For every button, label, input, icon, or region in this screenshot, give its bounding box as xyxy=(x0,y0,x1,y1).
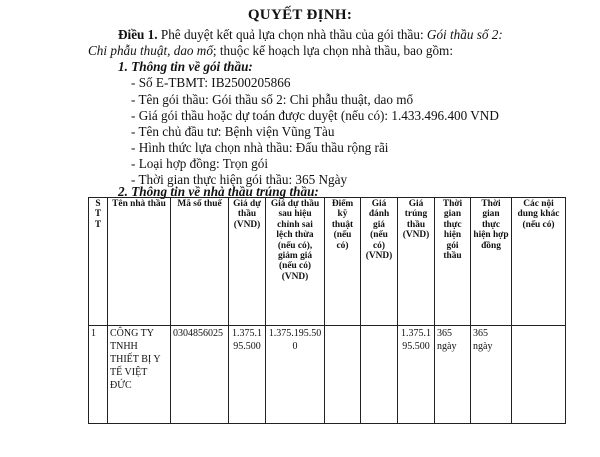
header-other-content: Các nội dung khác (nếu có) xyxy=(512,198,566,326)
header-evaluated-price: Giá đánh giá (nếu có) (VND) xyxy=(361,198,398,326)
header-stt: S T T xyxy=(89,198,108,326)
section-2-heading: 2. Thông tin về nhà thầu trúng thầu: xyxy=(118,184,319,199)
cell-winning-price: 1.375.195.500 xyxy=(398,326,435,424)
header-adjusted-price: Giá dự thầu sau hiệu chỉnh sai lệch thừa (nếu có), giảm giá (nếu có) (VND) xyxy=(266,198,325,326)
package-info-contract-type: - Loại hợp đồng: Trọn gói xyxy=(131,156,269,171)
cell-other-content xyxy=(512,326,566,424)
winning-bidder-table xyxy=(88,197,566,424)
header-tax-code: Mã số thuế xyxy=(171,198,229,326)
header-bid-price: Giá dự thầu (VND) xyxy=(229,198,266,326)
article-line-1 xyxy=(118,27,503,43)
cell-evaluated-price xyxy=(361,326,398,424)
table-header-row xyxy=(89,198,566,326)
table-row xyxy=(89,326,566,424)
package-info-name: - Tên gói thầu: Gói thầu số 2: Chi phẫu thuật, dao mổ xyxy=(131,92,414,107)
cell-package-duration: 365 ngày xyxy=(435,326,471,424)
cell-technical-score xyxy=(325,326,361,424)
article-line-2-rest: ; thuộc kế hoạch lựa chọn nhà thầu, bao gồm: xyxy=(212,43,453,58)
cell-stt: 1 xyxy=(89,326,108,424)
package-info-duration: - Thời gian thực hiện gói thầu: 365 Ngày xyxy=(131,172,348,187)
cell-bid-price: 1.375.195.500 xyxy=(229,326,266,424)
package-name: Gói thầu số 2: xyxy=(426,27,503,42)
cell-contract-duration: 365 ngày xyxy=(471,326,512,424)
header-winning-price: Giá trúng thầu (VND) xyxy=(398,198,435,326)
article-line-2 xyxy=(88,43,453,59)
cell-adjusted-price: 1.375.195.500 xyxy=(266,326,325,424)
package-info-investor: - Tên chủ đầu tư: Bệnh viện Vũng Tàu xyxy=(131,124,335,139)
cell-tax-code: 0304856025 xyxy=(171,326,229,424)
header-bidder-name: Tên nhà thầu xyxy=(108,198,171,326)
package-info-price: - Giá gói thầu hoặc dự toán được duyệt (nếu có): 1.433.496.400 VND xyxy=(131,108,499,123)
package-info-selection-method: - Hình thức lựa chọn nhà thầu: Đấu thầu rộng rãi xyxy=(131,140,389,155)
package-name-continued: Chi phẫu thuật, dao mổ xyxy=(88,43,213,58)
article-text: Phê duyệt kết quả lựa chọn nhà thầu của gói thầu: xyxy=(157,27,427,42)
article-label: Điều 1. xyxy=(118,27,158,42)
package-info-ebid-number: - Số E-TBMT: IB2500205866 xyxy=(131,75,291,90)
header-package-duration: Thời gian thực hiện gói thầu xyxy=(435,198,471,326)
cell-bidder-name: CÔNG TY TNHH THIẾT BỊ Y TẾ VIỆT ĐỨC xyxy=(108,326,171,424)
section-1-heading: 1. Thông tin về gói thầu: xyxy=(118,59,253,74)
header-technical-score: Điểm kỹ thuật (nếu có) xyxy=(325,198,361,326)
document-title: QUYẾT ĐỊNH: xyxy=(247,7,353,23)
header-contract-duration: Thời gian thực hiện hợp đồng xyxy=(471,198,512,326)
